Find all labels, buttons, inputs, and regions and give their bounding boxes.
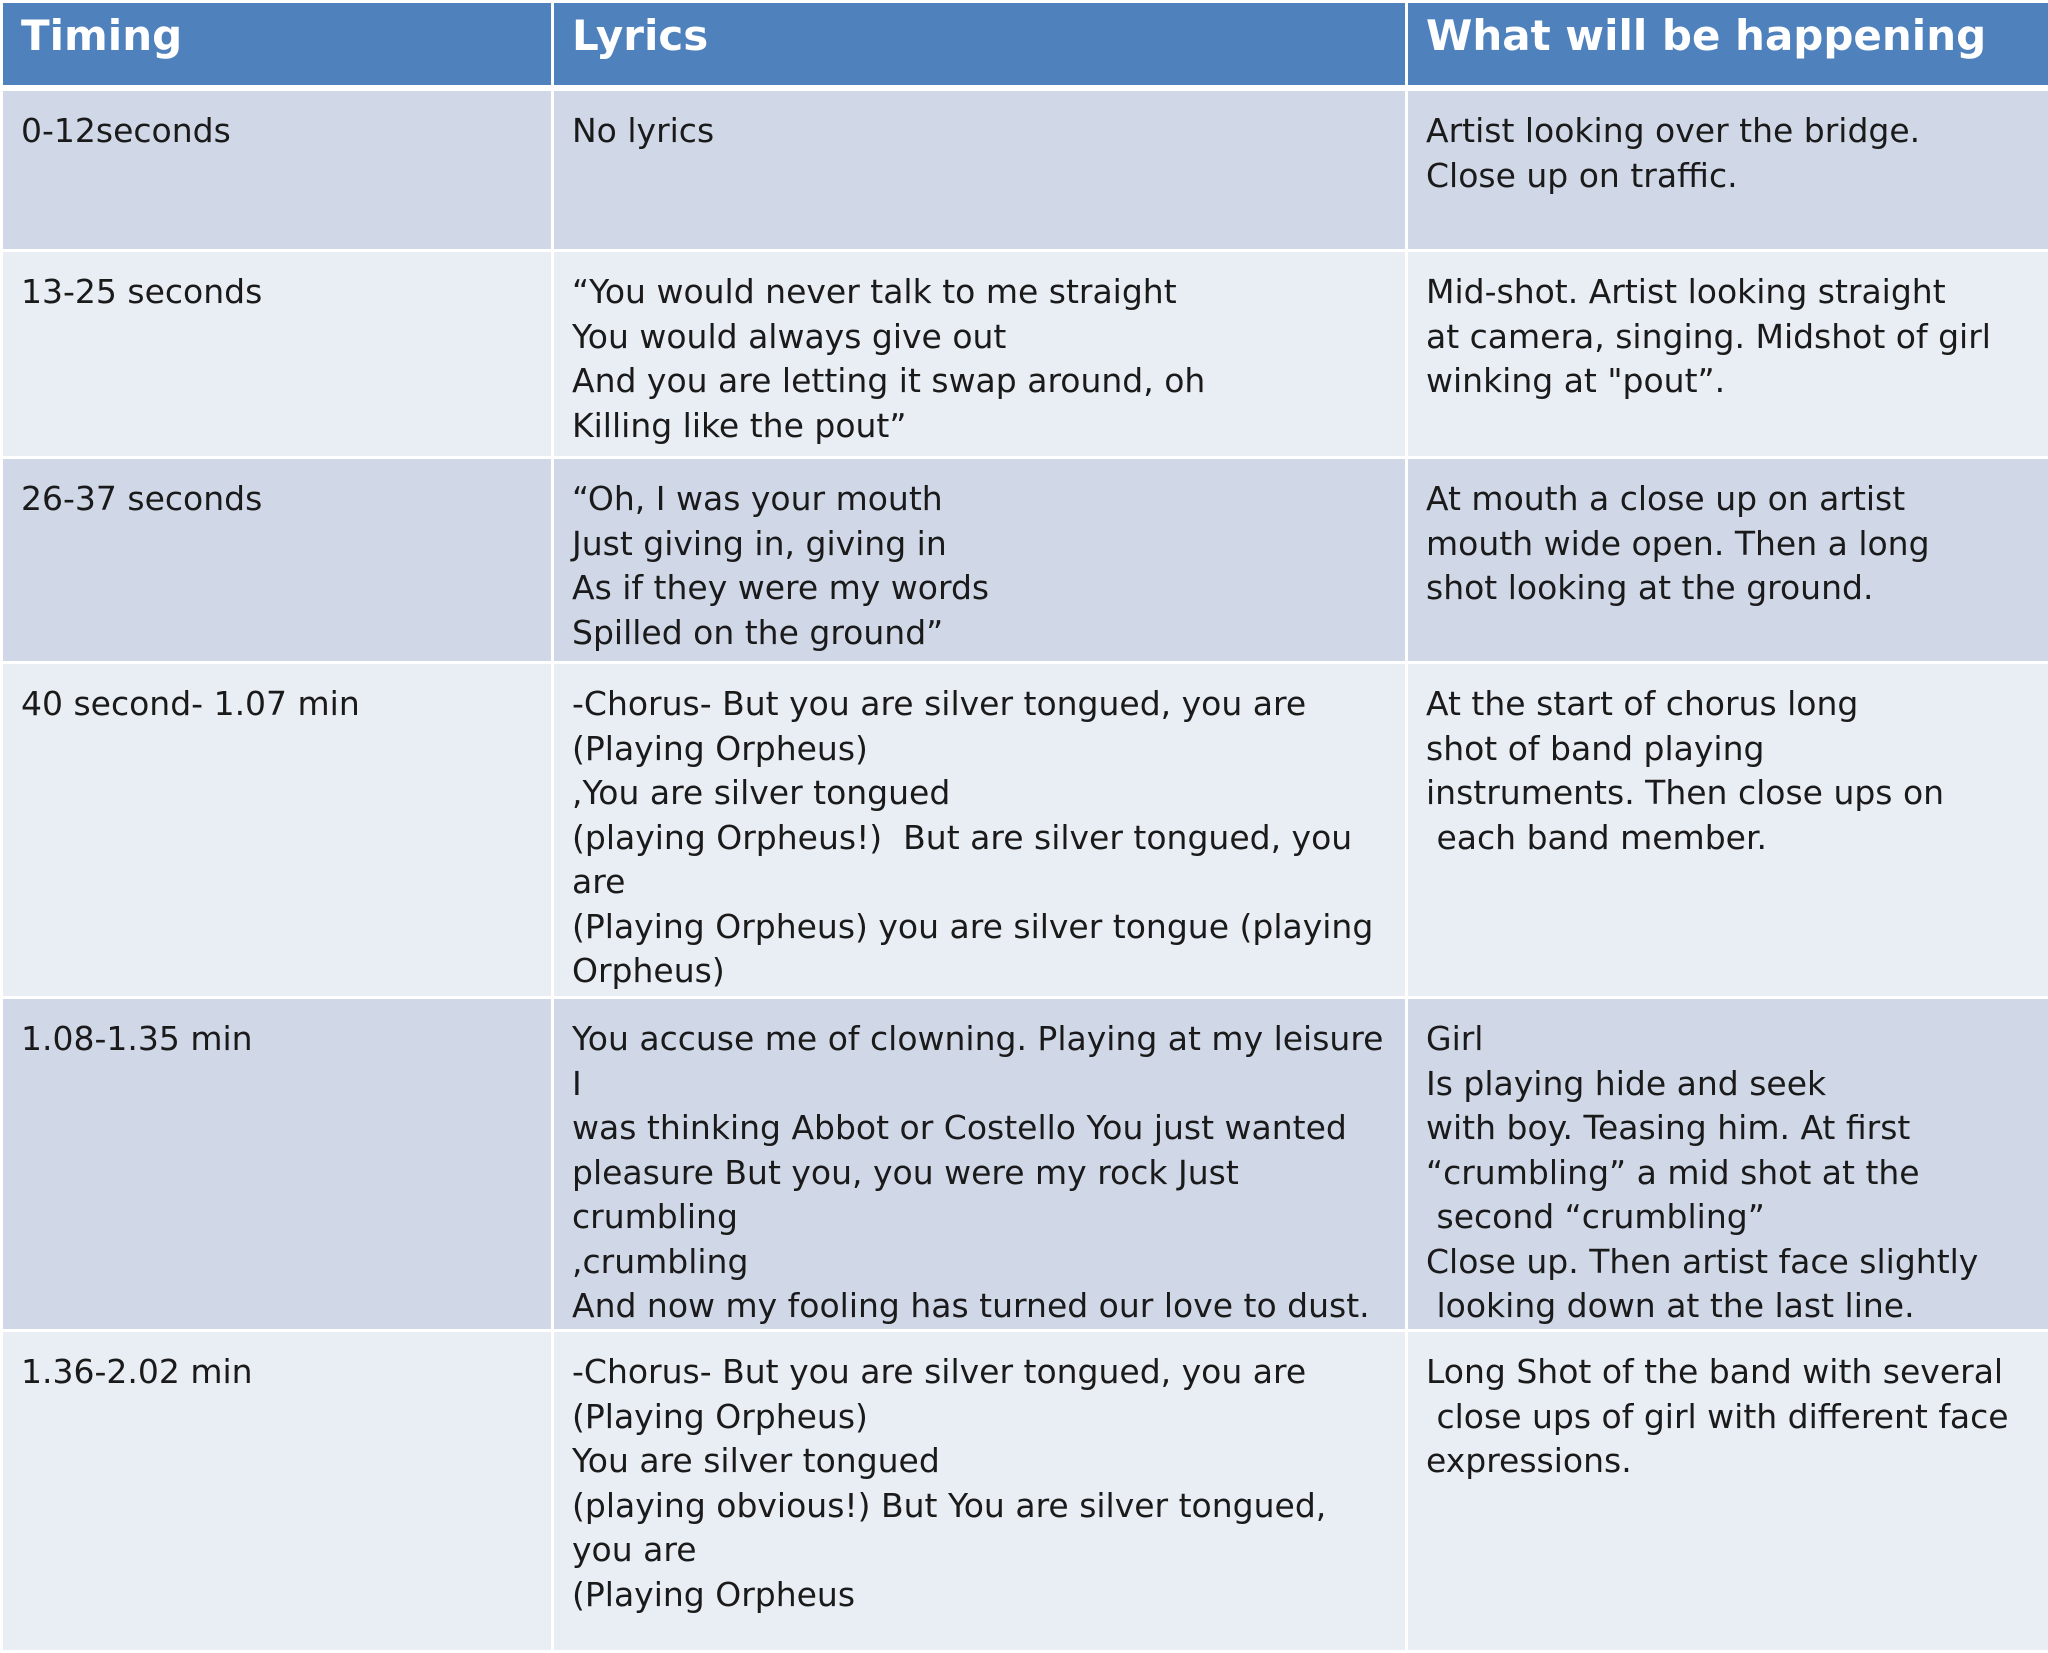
timing-cell: 0-12seconds — [2, 88, 553, 251]
happening-cell: At mouth a close up on artist mouth wide open. Then a long shot looking at the ground. — [1407, 458, 2048, 663]
header-lyrics: Lyrics — [553, 2, 1407, 89]
header-timing: Timing — [2, 2, 553, 89]
happening-cell: At the start of chorus long shot of band playing instruments. Then close ups on each band member. — [1407, 663, 2048, 998]
happening-cell: Girl Is playing hide and seek with boy. Teasing him. At first “crumbling” a mid shot at the second “crumbling” Close up. Then artist face slightly looking down at the last line. — [1407, 998, 2048, 1331]
timing-cell: 13-25 seconds — [2, 251, 553, 458]
table-row — [2, 1331, 2048, 1652]
happening-cell: Long Shot of the band with several close ups of girl with different face expressions. — [1407, 1331, 2048, 1652]
happening-cell: Artist looking over the bridge. Close up on traffic. — [1407, 88, 2048, 251]
timing-cell: 1.36-2.02 min — [2, 1331, 553, 1652]
table-row — [2, 251, 2048, 458]
header-happening: What will be happening — [1407, 2, 2048, 89]
timing-cell: 1.08-1.35 min — [2, 998, 553, 1331]
timing-cell: 40 second- 1.07 min — [2, 663, 553, 998]
lyrics-cell: You accuse me of clowning. Playing at my leisure I was thinking Abbot or Costello You just wanted pleasure But you, you were my rock Just crumbling ,crumbling And now my fooling has turned our love to dust. — [553, 998, 1407, 1331]
lyrics-cell: -Chorus- But you are silver tongued, you are (Playing Orpheus) ,You are silver tongued (playing Orpheus!) But are silver tongued, you are (Playing Orpheus) you are silver tongue (playing Orpheus) — [553, 663, 1407, 998]
lyrics-cell: “You would never talk to me straight You would always give out And you are letting it swap around, oh Killing like the pout” — [553, 251, 1407, 458]
header-row — [2, 2, 2048, 89]
table-row — [2, 663, 2048, 998]
timing-cell: 26-37 seconds — [2, 458, 553, 663]
table-row — [2, 88, 2048, 251]
table-row — [2, 998, 2048, 1331]
table-row — [2, 458, 2048, 663]
lyrics-cell: -Chorus- But you are silver tongued, you are (Playing Orpheus) You are silver tongued (playing obvious!) But You are silver tongued, you are (Playing Orpheus — [553, 1331, 1407, 1652]
happening-cell: Mid-shot. Artist looking straight at camera, singing. Midshot of girl winking at "pout”. — [1407, 251, 2048, 458]
lyrics-cell: “Oh, I was your mouth Just giving in, giving in As if they were my words Spilled on the ground” — [553, 458, 1407, 663]
lyrics-cell: No lyrics — [553, 88, 1407, 251]
